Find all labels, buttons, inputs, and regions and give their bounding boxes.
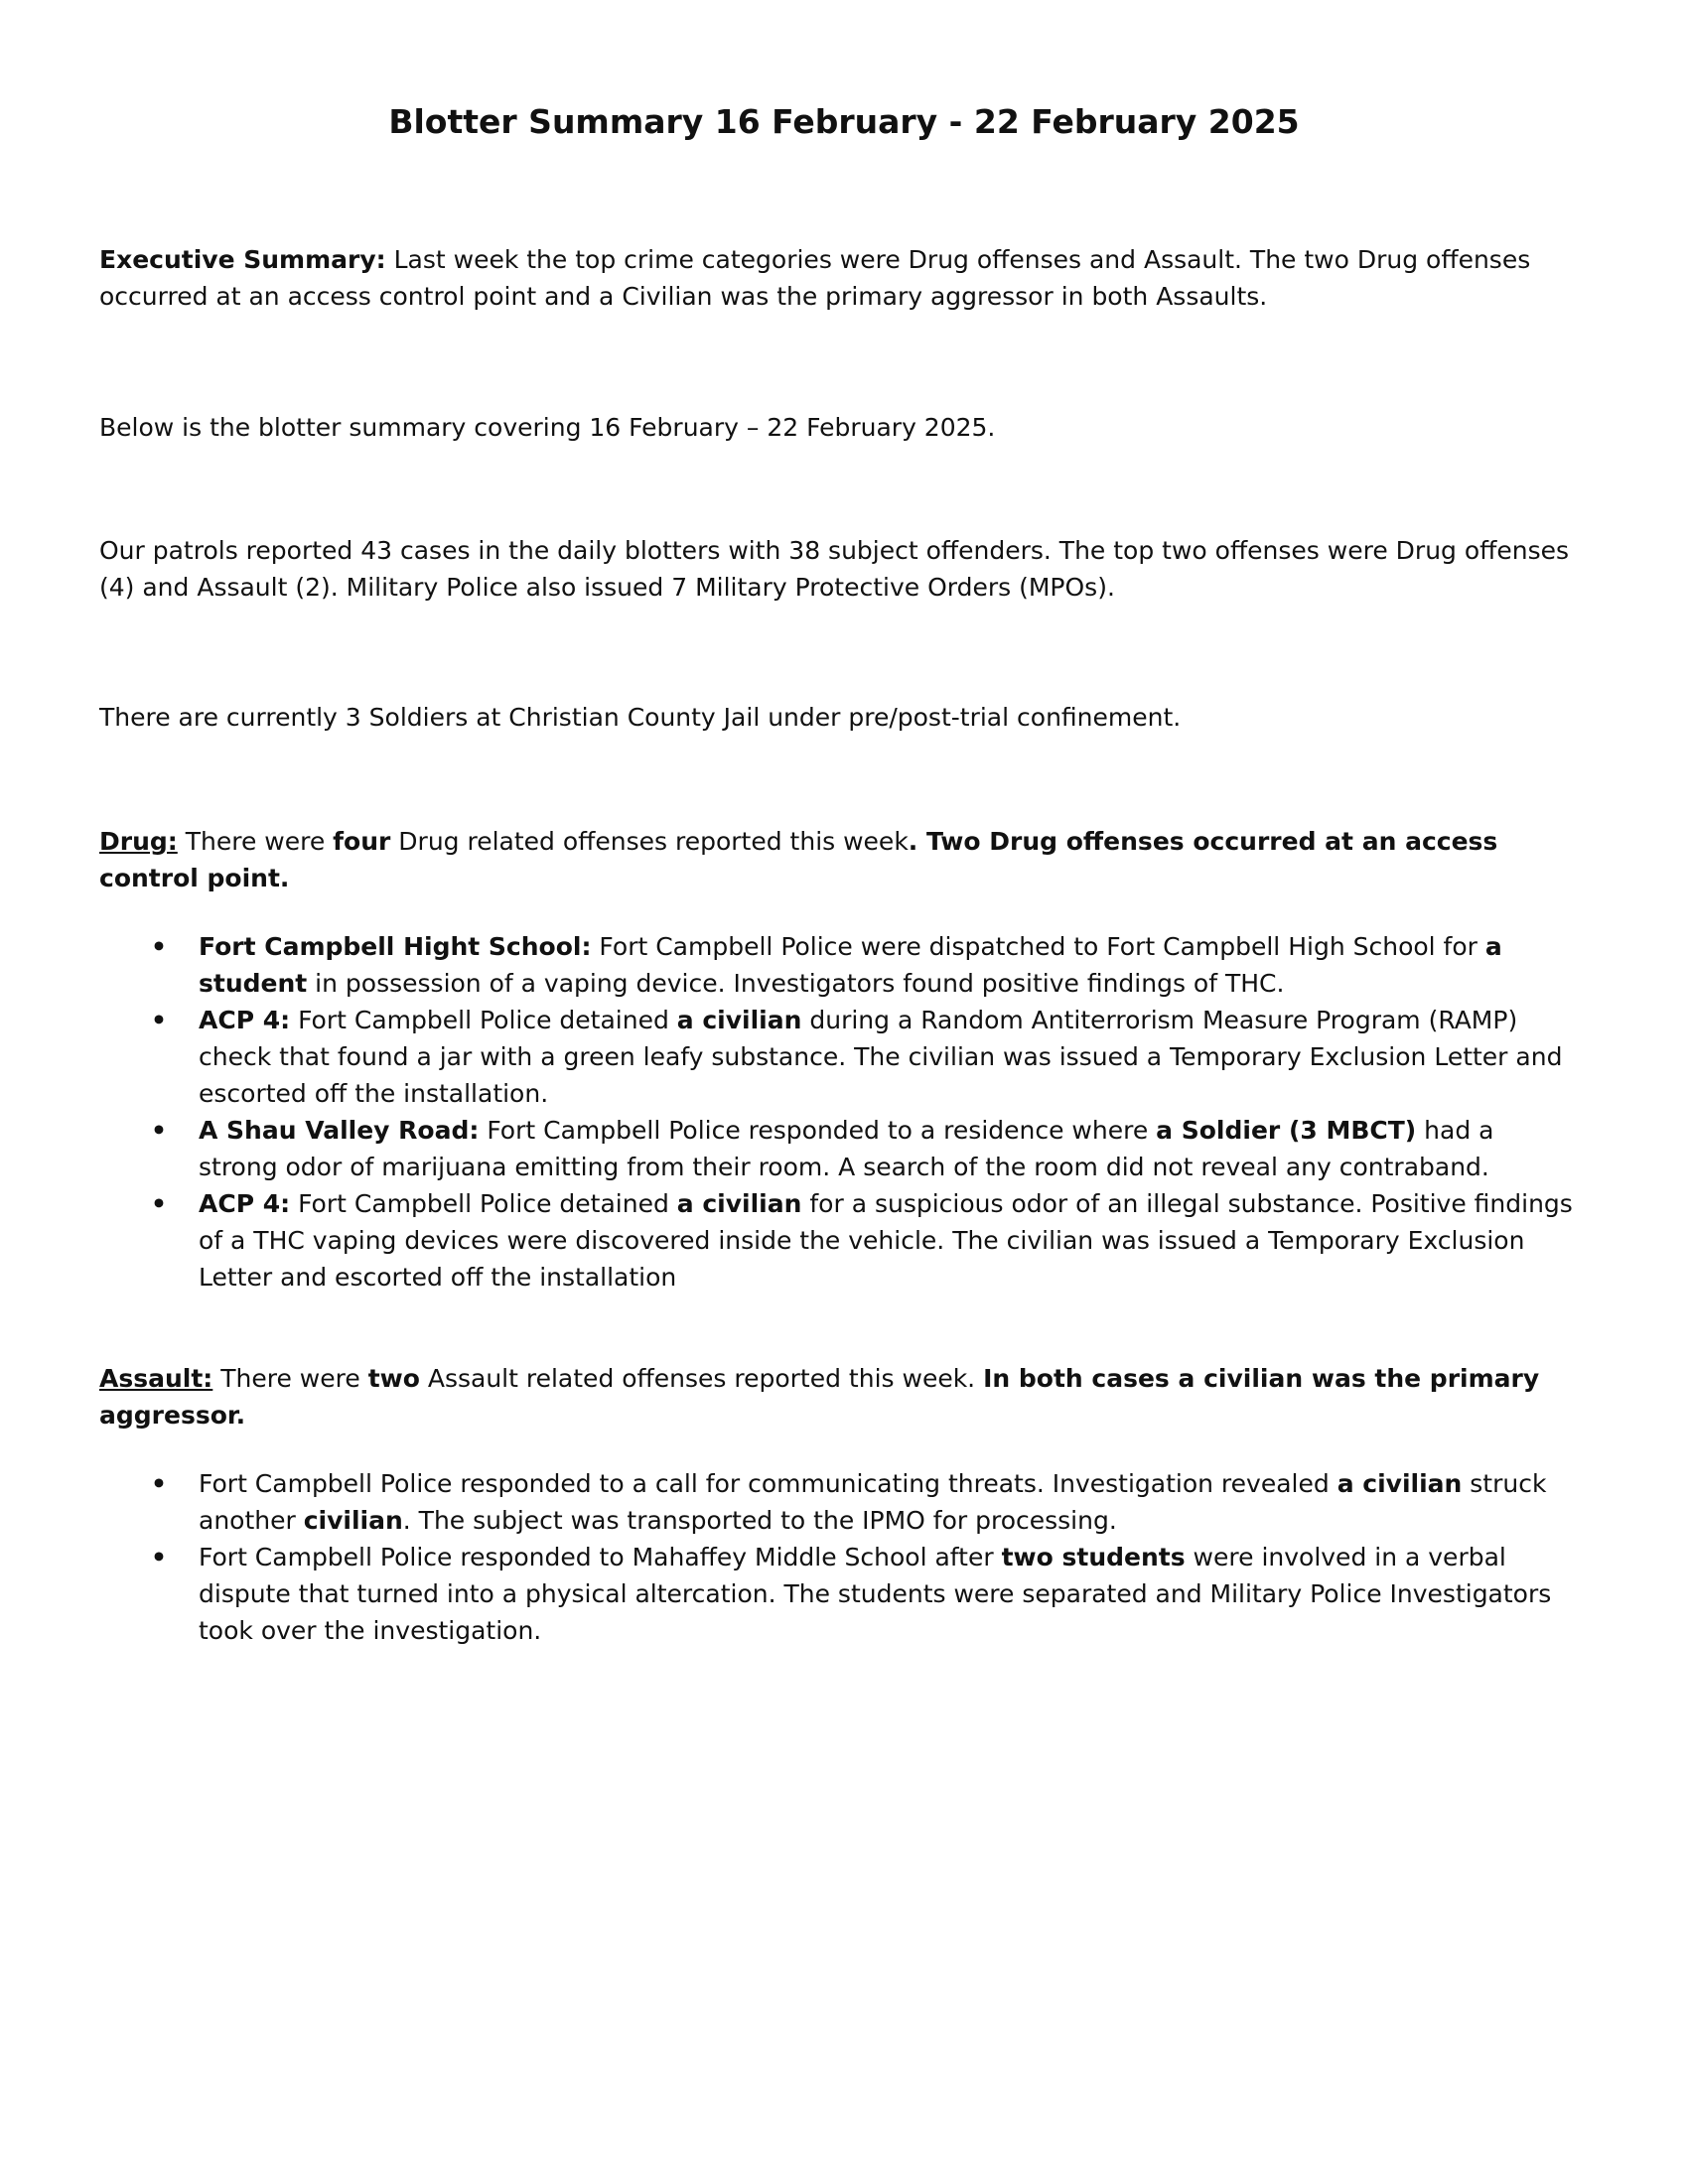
bullet-emphasis: a Soldier (3 MBCT) [1156,1116,1417,1145]
bullet-emphasis: a civilian [1336,1469,1463,1498]
drug-paragraph [99,823,1579,896]
jail-paragraph: There are currently 3 Soldiers at Christian County Jail under pre/post-trial confinement. [99,703,1182,732]
bullet-emphasis: two students [1001,1543,1186,1571]
executive-summary-label: Executive Summary: [99,245,386,274]
bullet-emphasis: civilian [303,1506,403,1535]
bullet-text: Fort Campbell Police responded to a call for communicating threats. Investigation revealed [199,1469,1337,1498]
drug-count: four [333,827,391,856]
assault-count: two [367,1364,420,1393]
bullet-label: A Shau Valley Road: [199,1116,480,1145]
bullet-text: during a Random Antiterrorism Measure Program (RAMP) check that found a jar with a green leafy substance. The civilian was issued a Temporary Exclusion Letter and escorted off the installation. [199,1006,1563,1108]
bullet-text: Fort Campbell Police were dispatched to Fort Campbell High School for [591,932,1485,961]
list-item [99,928,1579,1002]
bullet-text: Fort Campbell Police responded to a residence where [479,1116,1157,1145]
assault-bullet-list [99,1465,1579,1649]
bullet-text: Fort Campbell Police responded to Mahaffey Middle School after [199,1543,1002,1571]
drug-bullet-list [99,928,1579,1296]
bullet-text: Fort Campbell Police detained [290,1006,677,1034]
assault-paragraph [99,1360,1579,1433]
drug-text-2: Drug related offenses reported this week [390,827,909,856]
bullet-icon: • [151,1469,167,1498]
patrols-paragraph: Our patrols reported 43 cases in the daily blotters with 38 subject offenders. The top two offenses were Drug offenses (4) and Assault (2). Military Police also issued 7 Military Protective Orders (MPOs). [99,536,1570,602]
bullet-icon: • [151,1116,167,1145]
bullet-text: . The subject was transported to the IPMO for processing. [402,1506,1117,1535]
drug-text-1: There were [177,827,334,856]
bullet-icon: • [151,1543,167,1571]
bullet-text: were involved in a verbal dispute that turned into a physical altercation. The students were separated and Military Police Investigators took over the investigation. [199,1543,1552,1645]
list-item [99,1002,1579,1112]
drug-text-3: . Two Drug offenses occurred at an access control point. [99,827,1498,892]
drug-heading: Drug: [99,827,178,856]
list-item [99,1539,1579,1649]
bullet-emphasis: a civilian [676,1189,802,1218]
assault-text-3: In both cases a civilian was the primary aggressor. [99,1364,1540,1430]
bullet-label: Fort Campbell Hight School: [199,932,592,961]
bullet-icon: • [151,1006,167,1034]
bullet-text: in possession of a vaping device. Investigators found positive findings of THC. [307,969,1285,998]
bullet-icon: • [151,932,167,961]
bullet-text: for a suspicious odor of an illegal substance. Positive findings of a THC vaping devices were discovered inside the vehicle. The civilian was issued a Temporary Exclusion Letter and escorted off the installation [199,1189,1573,1292]
intro-paragraph: Below is the blotter summary covering 16 February – 22 February 2025. [99,413,996,442]
bullet-icon: • [151,1189,167,1218]
bullet-text: Fort Campbell Police detained [290,1189,677,1218]
list-item [99,1112,1579,1185]
list-item [99,1465,1579,1539]
bullet-label: ACP 4: [199,1006,291,1034]
assault-text-1: There were [212,1364,368,1393]
assault-heading: Assault: [99,1364,213,1393]
bullet-label: ACP 4: [199,1189,291,1218]
bullet-emphasis: a civilian [676,1006,802,1034]
executive-summary-text: Last week the top crime categories were Drug offenses and Assault. The two Drug offenses occurred at an access control point and a Civilian was the primary aggressor in both Assaults. [99,245,1531,311]
page-title: Blotter Summary 16 February - 22 February 2025 [388,102,1300,141]
bullet-text: had a strong odor of marijuana emitting from their room. A search of the room did not reveal any contraband. [199,1116,1494,1181]
list-item [99,1185,1579,1296]
assault-text-2: Assault related offenses reported this week. [419,1364,984,1393]
executive-summary-paragraph [99,241,1579,315]
bullet-emphasis: a student [199,932,1502,998]
bullet-text: struck another [199,1469,1547,1535]
